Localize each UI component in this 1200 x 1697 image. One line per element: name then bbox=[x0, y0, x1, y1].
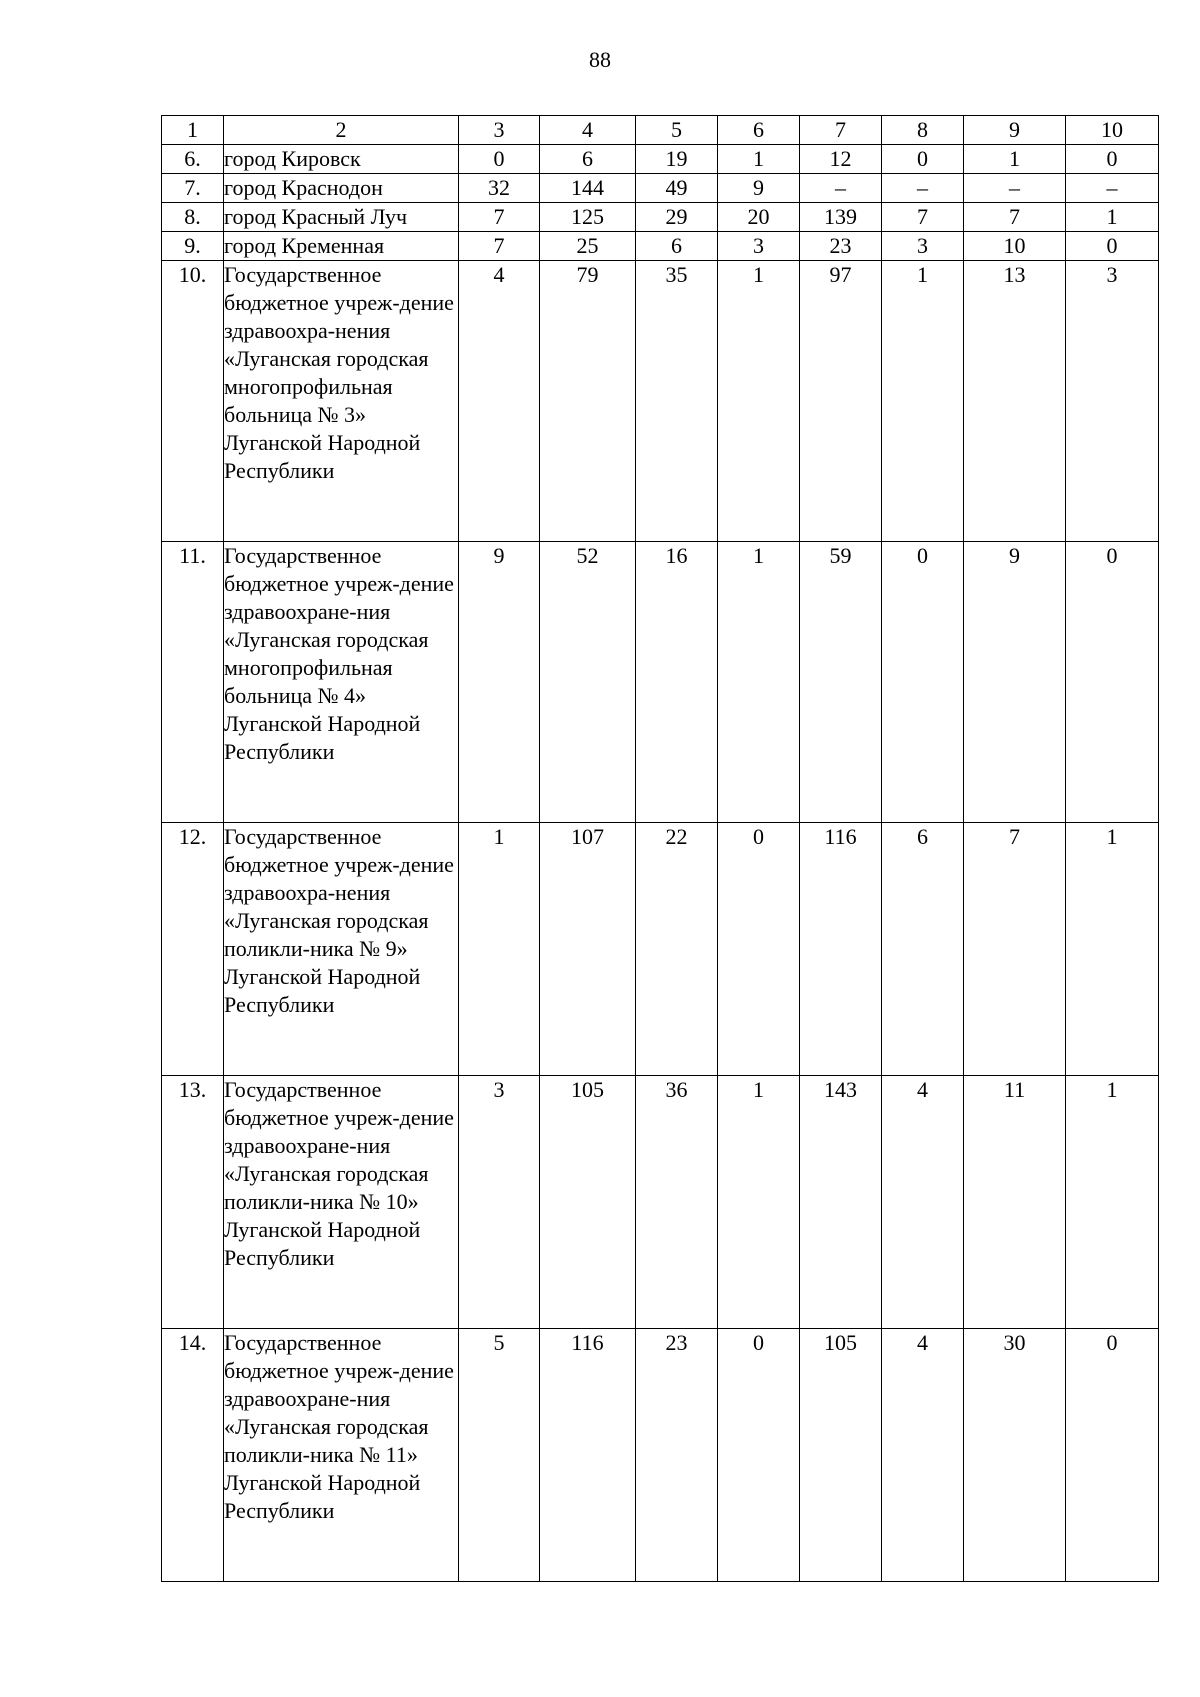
row-value: 16 bbox=[636, 542, 718, 823]
row-value: 144 bbox=[540, 174, 636, 203]
row-value: 20 bbox=[718, 203, 800, 232]
row-value: 36 bbox=[636, 1076, 718, 1329]
row-value: 6 bbox=[636, 232, 718, 261]
row-value: 32 bbox=[459, 174, 540, 203]
table-row bbox=[162, 203, 1159, 232]
header-row bbox=[162, 116, 1159, 145]
row-value: 3 bbox=[1066, 261, 1159, 542]
row-value: 30 bbox=[964, 1329, 1066, 1582]
table-row bbox=[162, 232, 1159, 261]
row-value: 97 bbox=[800, 261, 882, 542]
row-value: 1 bbox=[459, 823, 540, 1076]
row-value: 13 bbox=[964, 261, 1066, 542]
row-value: 116 bbox=[540, 1329, 636, 1582]
table-row bbox=[162, 542, 1159, 823]
row-value: 7 bbox=[964, 823, 1066, 1076]
row-value: 79 bbox=[540, 261, 636, 542]
row-value: – bbox=[1066, 174, 1159, 203]
row-value: 35 bbox=[636, 261, 718, 542]
row-value: 4 bbox=[882, 1076, 964, 1329]
row-value: 0 bbox=[882, 542, 964, 823]
header-cell: 3 bbox=[459, 116, 540, 145]
header-cell: 10 bbox=[1066, 116, 1159, 145]
row-value: 6 bbox=[540, 145, 636, 174]
row-value: 105 bbox=[800, 1329, 882, 1582]
header-cell: 1 bbox=[162, 116, 224, 145]
table-row bbox=[162, 1329, 1159, 1582]
row-value: 19 bbox=[636, 145, 718, 174]
row-value: 3 bbox=[882, 232, 964, 261]
row-value: 52 bbox=[540, 542, 636, 823]
row-value: 5 bbox=[459, 1329, 540, 1582]
row-name: Государственное бюджетное учреж-дение здравоохране-ния «Луганская городская многопрофильная больница № 4» Луганской Народной Республики bbox=[224, 542, 459, 823]
header-cell: 2 bbox=[224, 116, 459, 145]
row-value: 4 bbox=[882, 1329, 964, 1582]
row-value: 7 bbox=[459, 203, 540, 232]
row-number: 8. bbox=[162, 203, 224, 232]
row-value: 139 bbox=[800, 203, 882, 232]
row-value: 1 bbox=[718, 1076, 800, 1329]
row-value: 0 bbox=[1066, 145, 1159, 174]
row-value: 105 bbox=[540, 1076, 636, 1329]
row-value: 59 bbox=[800, 542, 882, 823]
row-value: 29 bbox=[636, 203, 718, 232]
row-value: 1 bbox=[964, 145, 1066, 174]
row-name: Государственное бюджетное учреж-дение здравоохра-нения «Луганская городская многопрофильная больница № 3» Луганской Народной Республики bbox=[224, 261, 459, 542]
row-value: 1 bbox=[882, 261, 964, 542]
header-cell: 5 bbox=[636, 116, 718, 145]
row-value: 9 bbox=[718, 174, 800, 203]
row-value: 143 bbox=[800, 1076, 882, 1329]
header-cell: 6 bbox=[718, 116, 800, 145]
header-cell: 4 bbox=[540, 116, 636, 145]
row-value: 0 bbox=[1066, 232, 1159, 261]
table-row bbox=[162, 823, 1159, 1076]
row-value: 125 bbox=[540, 203, 636, 232]
row-value: 1 bbox=[1066, 823, 1159, 1076]
table-row bbox=[162, 145, 1159, 174]
row-number: 13. bbox=[162, 1076, 224, 1329]
row-value: – bbox=[964, 174, 1066, 203]
table-row bbox=[162, 174, 1159, 203]
row-value: 107 bbox=[540, 823, 636, 1076]
row-value: 1 bbox=[718, 261, 800, 542]
row-value: 0 bbox=[718, 823, 800, 1076]
row-number: 12. bbox=[162, 823, 224, 1076]
row-number: 10. bbox=[162, 261, 224, 542]
row-value: 0 bbox=[882, 145, 964, 174]
row-value: 7 bbox=[459, 232, 540, 261]
row-value: 0 bbox=[718, 1329, 800, 1582]
row-value: 116 bbox=[800, 823, 882, 1076]
row-name: Государственное бюджетное учреж-дение здравоохране-ния «Луганская городская поликли-ника № 11» Луганской Народной Республики bbox=[224, 1329, 459, 1582]
header-cell: 7 bbox=[800, 116, 882, 145]
row-value: 1 bbox=[718, 542, 800, 823]
row-value: 23 bbox=[800, 232, 882, 261]
row-number: 11. bbox=[162, 542, 224, 823]
row-value: 11 bbox=[964, 1076, 1066, 1329]
row-value: 1 bbox=[718, 145, 800, 174]
row-name: Государственное бюджетное учреж-дение здравоохра-нения «Луганская городская поликли-ника № 9» Луганской Народной Республики bbox=[224, 823, 459, 1076]
row-value: 9 bbox=[964, 542, 1066, 823]
row-value: 3 bbox=[718, 232, 800, 261]
row-name: Государственное бюджетное учреж-дение здравоохране-ния «Луганская городская поликли-ника № 10» Луганской Народной Республики bbox=[224, 1076, 459, 1329]
row-value: 0 bbox=[1066, 1329, 1159, 1582]
table-row bbox=[162, 261, 1159, 542]
row-value: 0 bbox=[1066, 542, 1159, 823]
row-value: 1 bbox=[1066, 203, 1159, 232]
row-name: город Краснодон bbox=[224, 174, 459, 203]
row-value: 6 bbox=[882, 823, 964, 1076]
row-name: город Кировск bbox=[224, 145, 459, 174]
row-value: 9 bbox=[459, 542, 540, 823]
statistics-table bbox=[161, 115, 1159, 1582]
row-value: 3 bbox=[459, 1076, 540, 1329]
row-value: 12 bbox=[800, 145, 882, 174]
row-number: 9. bbox=[162, 232, 224, 261]
row-value: 25 bbox=[540, 232, 636, 261]
row-value: 10 bbox=[964, 232, 1066, 261]
table-row bbox=[162, 1076, 1159, 1329]
header-cell: 8 bbox=[882, 116, 964, 145]
row-value: 1 bbox=[1066, 1076, 1159, 1329]
row-number: 6. bbox=[162, 145, 224, 174]
row-value: 0 bbox=[459, 145, 540, 174]
row-value: 23 bbox=[636, 1329, 718, 1582]
page-number: 88 bbox=[589, 47, 611, 72]
row-name: город Красный Луч bbox=[224, 203, 459, 232]
row-value: 22 bbox=[636, 823, 718, 1076]
row-name: город Кременная bbox=[224, 232, 459, 261]
row-number: 14. bbox=[162, 1329, 224, 1582]
row-value: 7 bbox=[882, 203, 964, 232]
row-value: 7 bbox=[964, 203, 1066, 232]
row-number: 7. bbox=[162, 174, 224, 203]
header-cell: 9 bbox=[964, 116, 1066, 145]
row-value: – bbox=[882, 174, 964, 203]
row-value: – bbox=[800, 174, 882, 203]
row-value: 49 bbox=[636, 174, 718, 203]
row-value: 4 bbox=[459, 261, 540, 542]
